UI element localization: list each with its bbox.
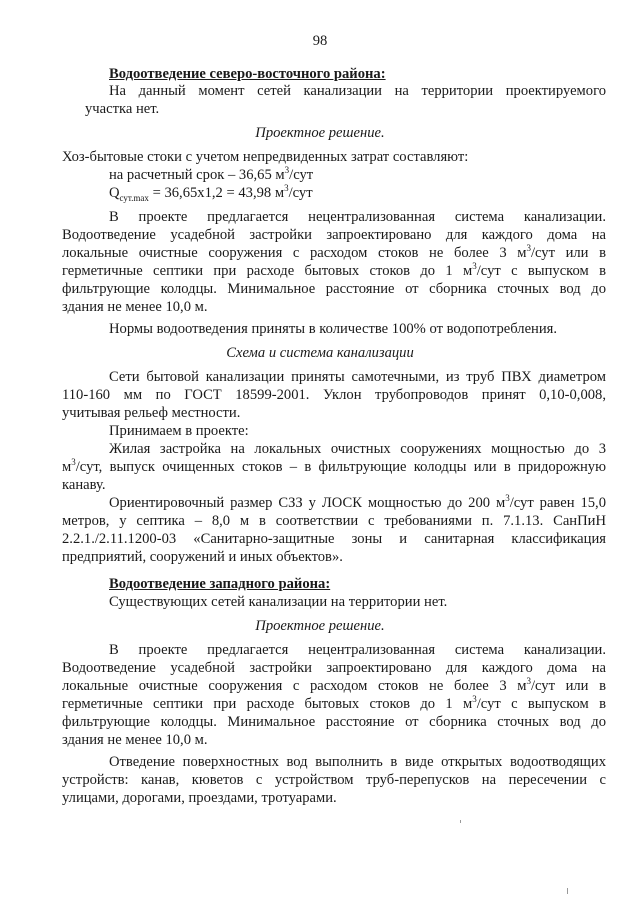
subheading-scheme: Схема и система канализации <box>226 345 414 361</box>
paragraph-line: локальные очистные сооружения с расходом стоков не более 3 $м^3$/сут или в <box>62 676 606 694</box>
paragraph-line: $м^3$/сут, выпуск очищенных стоков – в фильтрующие колодцы или в придорожную <box>62 457 606 475</box>
scan-mark <box>460 820 461 823</box>
flow-line <box>109 184 313 202</box>
section-heading-northeast: Водоотведение северо-восточного района: <box>109 66 386 82</box>
flow-text: на расчетный срок – 36,65 м <box>109 167 285 183</box>
paragraph-line: локальные очистные сооружения с расходом стоков не более 3 $м^3$/сут или в <box>62 243 606 261</box>
paragraph-line: В проекте предлагается нецентрализованная система канализации. <box>109 642 606 658</box>
paragraph-line: На данный момент сетей канализации на территории проектируемого <box>109 83 606 99</box>
superscript: 3 <box>284 183 289 194</box>
paragraph-line: Жилая застройка на локальных очистных сооружениях мощностью до 3 <box>109 441 606 457</box>
flow-symbol: Q <box>109 185 120 201</box>
flow-unit: /сут <box>288 185 313 201</box>
paragraph-line: предприятий, сооружений и иных объектов». <box>62 549 343 565</box>
page-number: 98 <box>312 33 328 49</box>
paragraph-line: Хоз-бытовые стоки с учетом непредвиденных затрат составляют: <box>62 149 469 165</box>
paragraph-line: 110-160 мм по ГОСТ 18599-2001. Уклон трубопроводов принят 0,10-0,008, <box>62 387 606 403</box>
paragraph-line: Водоотведение усадебной застройки запроектировано для каждого дома на <box>62 660 606 676</box>
paragraph-line: участка нет. <box>85 101 160 117</box>
paragraph-line: герметичные септики при расходе бытовых стоков до 1 $м^3$/сут с выпуском в <box>62 261 606 279</box>
superscript: 3 <box>284 165 290 176</box>
section-heading-west: Водоотведение западного района: <box>109 576 331 592</box>
flow-text: = 36,65х1,2 = 43,98 м <box>148 185 285 201</box>
paragraph-line: здания не менее 10,0 м. <box>62 732 208 748</box>
subscript: сут.max <box>119 192 149 203</box>
scan-mark <box>567 888 568 894</box>
norms-line: Нормы водоотведения приняты в количестве 100% от водопотребления. <box>109 321 558 337</box>
paragraph-line: фильтрующие колодцы. Минимальное расстояние от сборника сточных вод до <box>62 281 606 297</box>
paragraph-line: Принимаем в проекте: <box>109 423 249 439</box>
paragraph-line: здания не менее 10,0 м. <box>62 299 208 315</box>
paragraph-line: Ориентировочный размер СЗЗ у ЛОСК мощностью до 200 $м^3$/сут равен 15,0 <box>109 493 606 511</box>
paragraph-line: В проекте предлагается нецентрализованная система канализации. <box>109 209 606 225</box>
paragraph-line: устройств: канав, кюветов с устройством труб-перепусков на пересечении с <box>62 772 606 788</box>
paragraph-line: фильтрующие колодцы. Минимальное расстояние от сборника сточных вод до <box>62 714 606 730</box>
paragraph-line: улицами, дорогами, проездами, тротуарами. <box>62 790 337 806</box>
flow-line <box>109 166 313 184</box>
paragraph-line: 2.2.1./2.11.1200-03 «Санитарно-защитные зоны и санитарная классификация <box>62 531 606 547</box>
flow-unit: /сут <box>289 167 314 183</box>
subheading-project-solution: Проектное решение. <box>255 618 385 634</box>
paragraph-line: учитывая рельеф местности. <box>62 405 241 421</box>
paragraph-line: герметичные септики при расходе бытовых стоков до 1 $м^3$/сут с выпуском в <box>62 694 606 712</box>
paragraph-line: Водоотведение усадебной застройки запроектировано для каждого дома на <box>62 227 606 243</box>
paragraph-line: Отведение поверхностных вод выполнить в виде открытых водоотводящих <box>109 754 606 770</box>
paragraph-line: Существующих сетей канализации на территории нет. <box>109 594 448 610</box>
paragraph-line: метров, у септика – 8,0 м в соответствии с требованиями п. 7.1.13. СанПиН <box>62 513 606 529</box>
paragraph-line: канаву. <box>62 477 106 493</box>
paragraph-line: Сети бытовой канализации приняты самотечными, из труб ПВХ диаметром <box>109 369 606 385</box>
subheading-project-solution: Проектное решение. <box>255 125 385 141</box>
